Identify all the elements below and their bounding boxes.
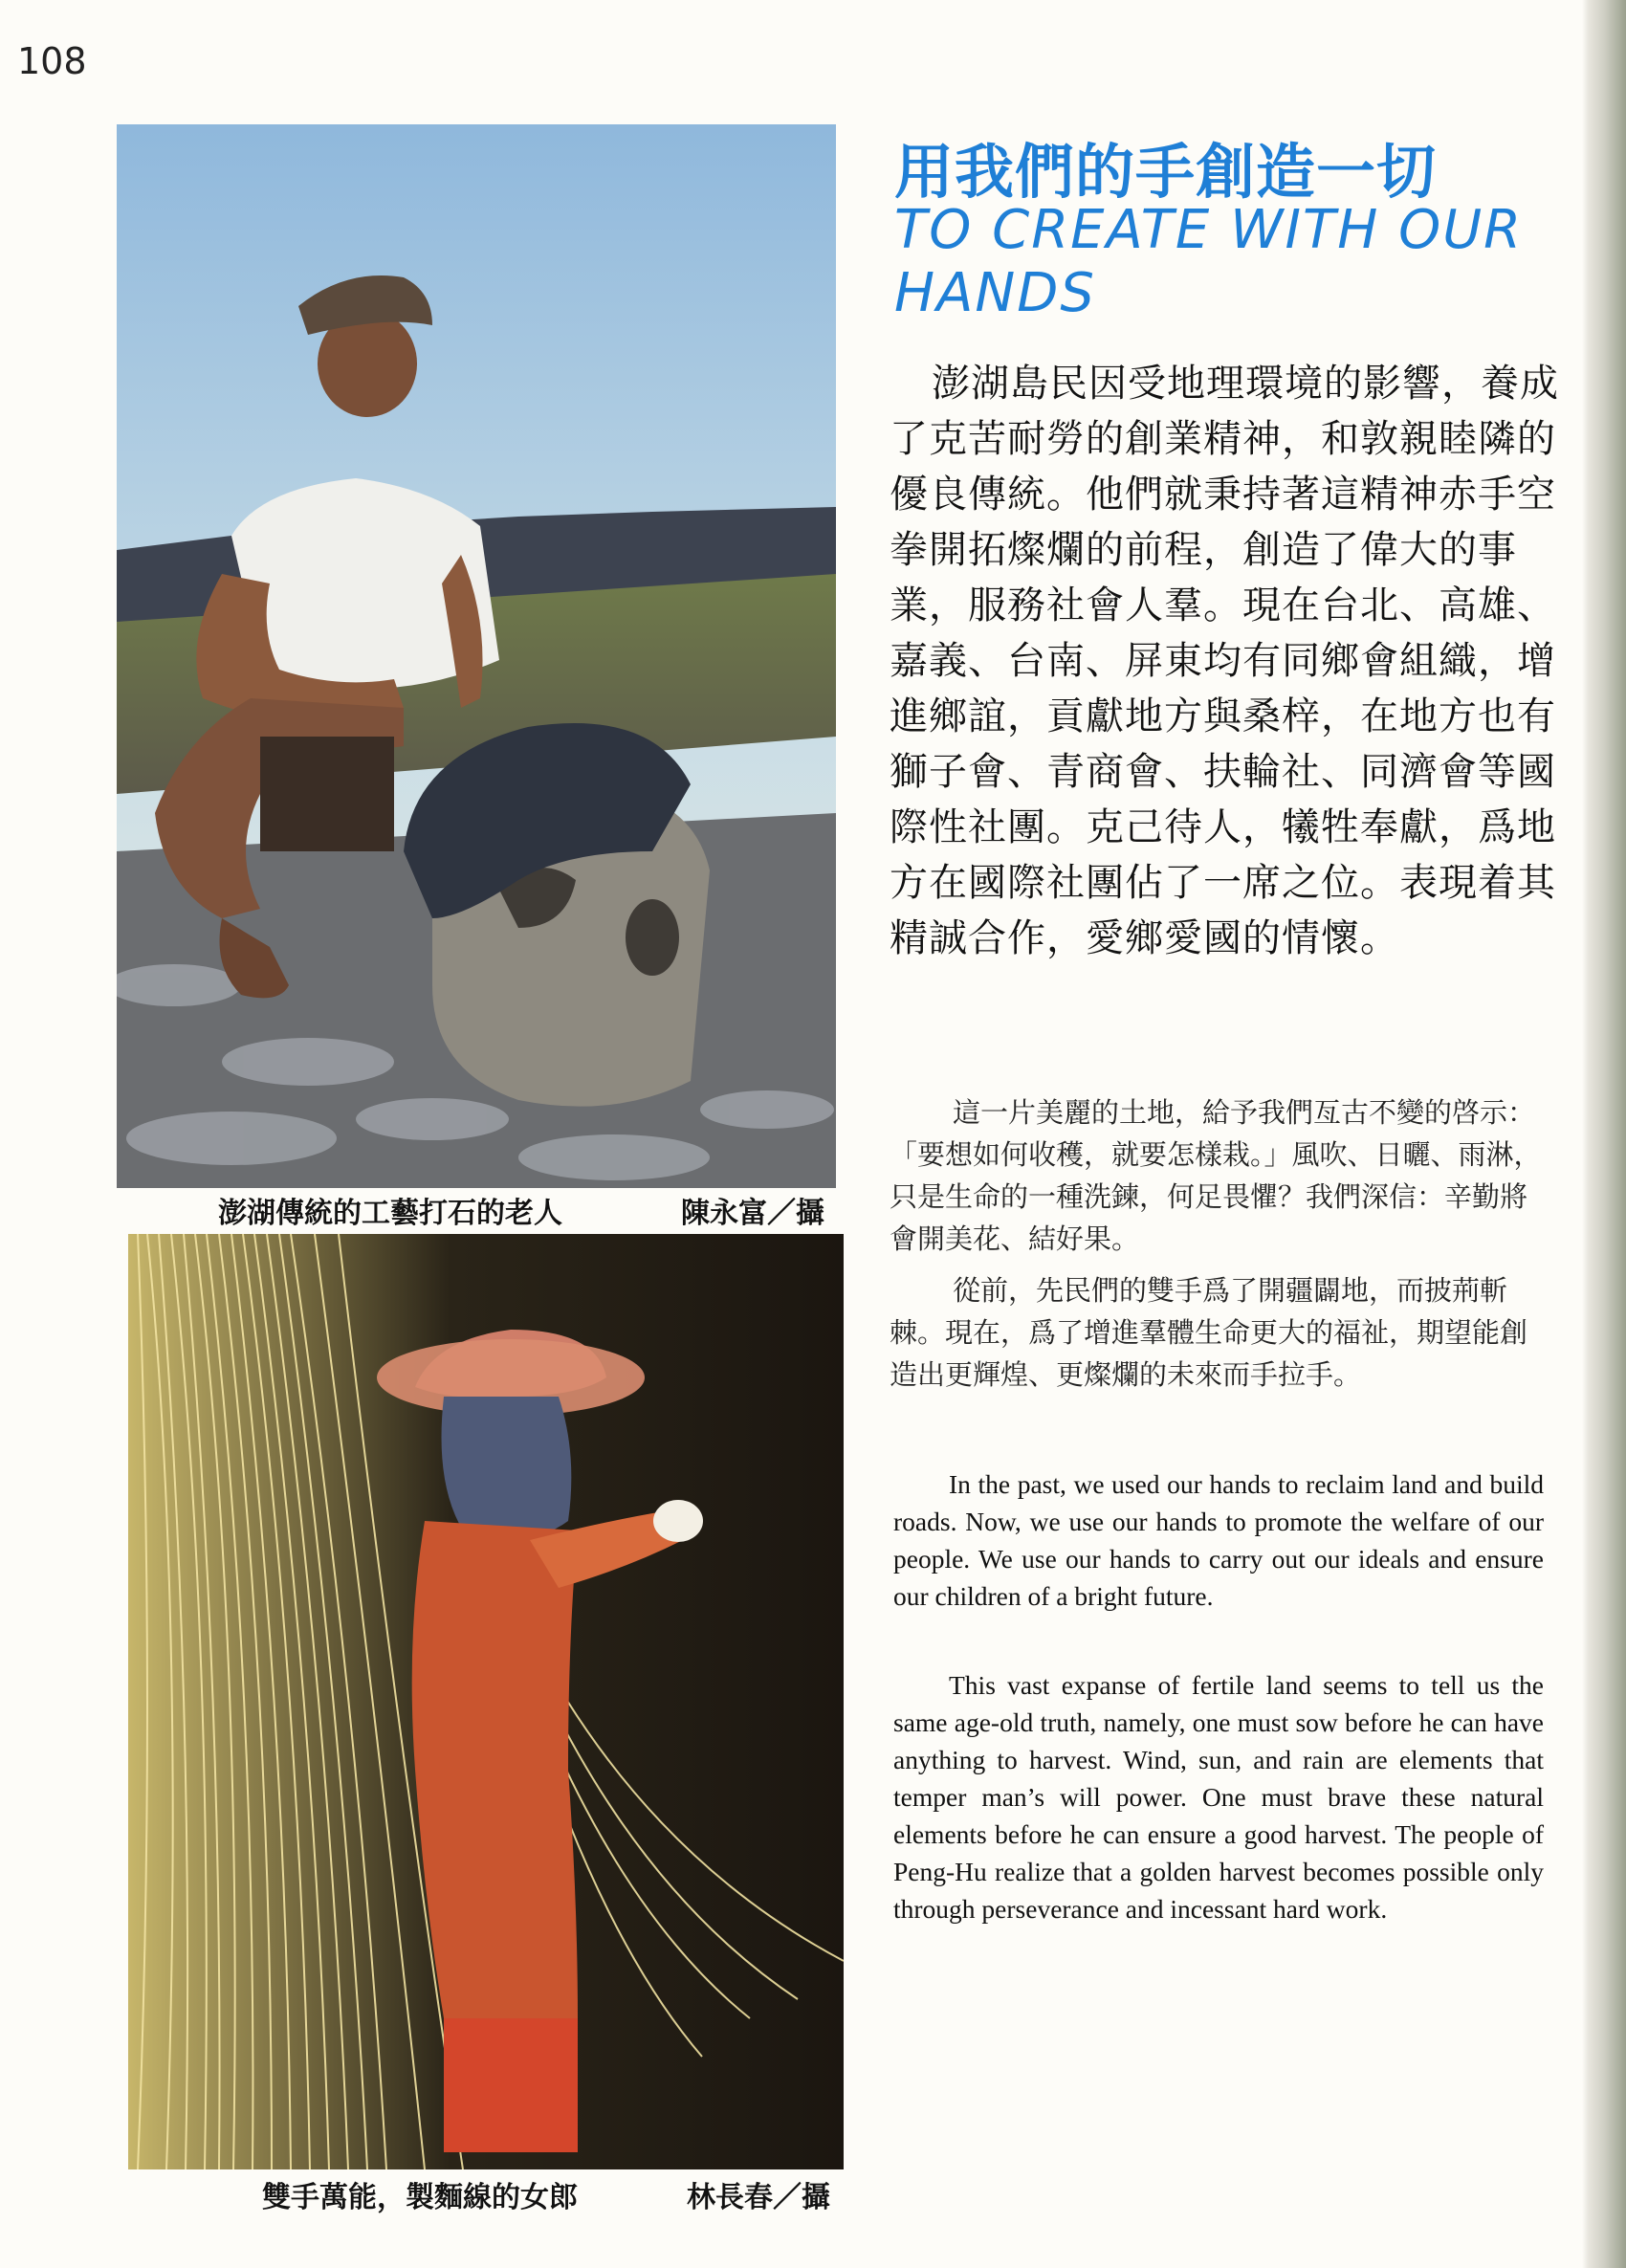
article-title-chinese: 用我們的手創造一切 — [894, 137, 1438, 207]
noodle-maker-illustration — [128, 1234, 844, 2169]
body-paragraph-chinese: 從前，先民們的雙手爲了開疆闢地，而披荊斬棘。現在，爲了增進羣體生命更大的福祉，期望能創造出更輝煌、更燦爛的未來而手拉手。 — [890, 1274, 1528, 1391]
photo-caption: 雙手萬能，製麵線的女郎 — [262, 2181, 578, 2214]
body-paragraph-chinese: 這一片美麗的土地，給予我們亙古不變的啓示：「要想如何收穫，就要怎樣栽。」風吹、日曬、雨淋，只是生命的一種洗鍊，何足畏懼？我們深信：辛勤將會開美花、結好果。 — [890, 1096, 1542, 1255]
body-paragraph-english: This vast expanse of fertile land seems to tell us the same age-old truth, namely, one must sow before he can have anything to harvest. Wind, sun, and rain are elements that temper man’s will power. One must brave these natural elements before he can ensure a good harvest. The people of Peng-Hu realize that a golden harvest becomes possible only through perseverance and incessant hard work. — [893, 1670, 1544, 1924]
body-paragraph-english: In the past, we used our hands to reclaim land and build roads. Now, we use our hands to promote the welfare of our people. We use our hands to carry out our ideals and ensure our children of a bright future. — [893, 1469, 1544, 1611]
page-edge — [1582, 0, 1590, 2268]
body-paragraph-chinese-main: 澎湖島民因受地理環境的影響，養成了克苦耐勞的創業精神，和敦親睦隣的優良傳統。他們就秉持著這精神赤手空拳開拓燦爛的前程，創造了偉大的事業，服務社會人羣。現在台北、高雄、嘉義、台南、屏東均有同鄉會組織，增進鄉誼，貢獻地方與桑梓，在地方也有獅子會、青商會、扶輪社、同濟會等國際性社團。克己待人，犧牲奉獻，爲地方在國際社團佔了一席之位。表現着其精誠合作，愛鄉愛國的情懷。 — [890, 362, 1559, 960]
photo-stone-carver — [117, 124, 836, 1188]
photo-credit: 林長春／攝 — [687, 2181, 830, 2214]
page-number: 108 — [17, 40, 87, 82]
article-title-english: TO CREATE WITH OUR HANDS — [894, 199, 1524, 324]
photo-caption: 澎湖傳統的工藝打石的老人 — [218, 1197, 562, 1230]
stone-carver-illustration — [117, 124, 836, 1188]
book-binding — [1590, 0, 1626, 2268]
photo-credit: 陳永富／攝 — [681, 1197, 824, 1230]
photo-noodle-maker — [128, 1234, 844, 2169]
